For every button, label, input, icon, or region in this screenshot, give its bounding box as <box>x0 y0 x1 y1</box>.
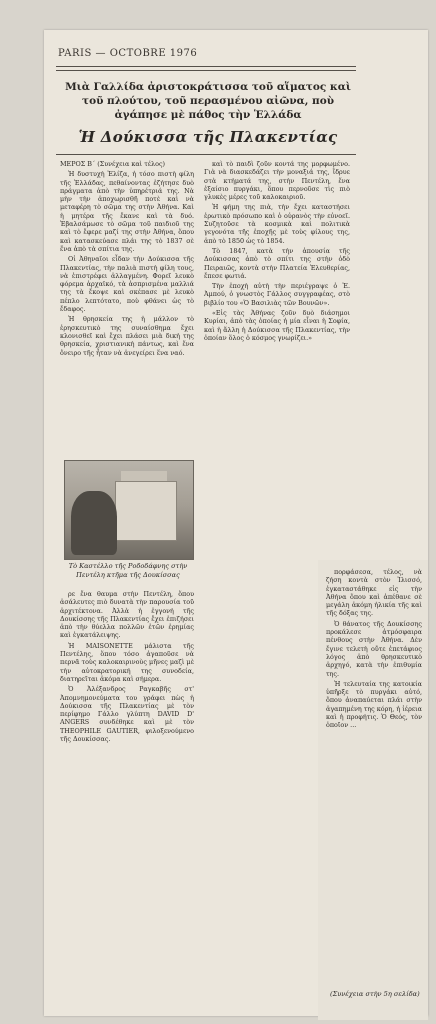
paragraph: πορφάσεσα, τέλος, νὰ ζήση κοντὰ στὸν Ἰλισσό, ἐγκαταστάθηκε εἰς τὴν Ἀθήνα ὅπου καὶ ἀπέθανε σὲ μεγάλη ἀκόμη ἡλικία τῆς καὶ τῆς δόξας της. <box>326 568 422 618</box>
paragraph: ρε ἕνα θαυμα στὴν Πεντέλη, ὅπου ἀσάλευτες πιὸ δυνατὰ τὴν παρουσία τοῦ ἀρχιτέκτονα. Ἀλλὰ ἡ ἐγγονή τῆς Δουκίσσης τῆς Πλακεντίας ἔχει ἐπιζήσει ἀπὸ τὴν θύελλα πολλῶν ἐτῶν ἐρημίας καὶ ἐγκατάλειψης. <box>60 590 194 640</box>
paragraph: Ἡ MAISONETTE μάλιστα τῆς Πεντέλης, ὅπου τόσο ἀγαποῦσε νὰ περνᾶ τοὺς καλοκαιρινοὺς μῆνες μαζὶ μὲ τὴν αὐτοκρατορική της συνοδεία, διατηρεῖται ἀκόμα καὶ σήμερα. <box>60 641 194 683</box>
photo-building <box>115 481 177 541</box>
paragraph: Ὁ Ἀλέξανδρος Ραγκαβῆς στ' Ἀπομνημονεύματα του γράφει πὼς ἡ Δούκισσα τῆς Πλακεντίας μὲ τὸν περίφημο Γάλλο γλύπτη DAVID D' ANGERS συνδέθηκε καὶ μὲ τὸν THEOPHILE GAUTIER, φιλοξενούμενο τῆς Δουκίσσας. <box>60 685 194 744</box>
paragraph: Οἱ Ἀθηναῖοι εἶδαν τὴν Δούκισσα τῆς Πλακεντίας, τὴν παλιὰ πιστὴ φίλη τους, νὰ ἐπιστρέφει ἀλλαγμένη. Φορεῖ λευκὸ φόρεμα ἀρχαϊκό, τὰ ἀσπρισμένα μαλλιά της τὰ ἔκοψε καὶ σκέπασε μὲ λευκὸ πέπλο λεπτότατο, ποὺ φθάνει ὡς τὸ ἔδαφος. <box>60 255 194 314</box>
paragraph: «Εἰς τὰς Ἀθήνας ζοῦν δυὸ διάσημοι Κυρίαι, ἀπὸ τὰς ὁποίας ἡ μία εἶναι ἡ Σοφία, καὶ ἡ ἄλλη ἡ Δούκισσα τῆς Πλακεντίας, τὴν ὁποίαν ὅλος ὁ κόσμος γνωρίζει.» <box>204 309 350 342</box>
paragraph: Ἡ δυστυχὴ Ἐλίζα, ἡ τόσο πιστὴ φίλη τῆς Ἑλλάδας, πεθαίνοντας ἐζήτησε δυὸ πράγματα ἀπὸ τὴν ὑπηρέτριά της. Νὰ μὴν τὴν ἀποχωρισθῆ ποτὲ καὶ νὰ μεταφέρη τὸ σῶμα της στὴν Ἀθήνα. Καὶ ἡ μητέρα τῆς ἔκανε καὶ τὰ δυό. Ἐβαλσάμωσε τὸ σῶμα τοῦ παιδιοῦ της καὶ τὸ ἔφερε μαζί της στὴν Ἀθήνα, ὅπου καὶ κατασκεύασε πλάι της τὸ 1837 σὲ ἕνα ἀπὸ τὰ σπίτια της. <box>60 170 194 253</box>
paragraph: Τὸ 1847, κατὰ τὴν ἀπουσία τῆς Δούκισσας ἀπὸ τὸ σπίτι της στὴν ὁδὸ Πειραιῶς, κοντὰ στὴν Πλατεία Ἐλευθερίας, ἔπεσε φωτιά. <box>204 246 350 280</box>
column-1 <box>60 160 194 359</box>
paragraph: Ὁ θάνατος τῆς Δουκίσσης προκάλεσε ἀτμόσφαιρα πένθους στὴν Ἀθήνα. Δὲν ἔγινε τελετὴ οὔτε ἐπετάφιος λόγος ἀπὸ θρησκευτικὸ ἀρχηγό, κατὰ τὴν ἐπιθυμία της. <box>326 619 422 678</box>
kicker-title: Μιὰ Γαλλίδα ἀριστοκράτισσα τοῦ αἵματος καὶ τοῦ πλούτου, τοῦ περασμένου αἰῶνα, ποὺ ἀγάπησε μὲ πάθος τὴν Ἑλλάδα <box>65 81 351 121</box>
headline-rule <box>56 154 356 155</box>
castle-photo <box>64 460 194 560</box>
paragraph: καὶ τὸ παιδὶ ζοῦν κοντά της μορφωμένο. Γιὰ νὰ διασκεδάζει τὴν μοναξιά της, ἵδρυε στὰ κτήματά της, στὴν Πεντέλη, ἕνα ἐξαίσιο πυργάκι, ὅπου περνοῦσε τὶς πιὸ γλυκὲς μέρες τοῦ καλοκαιριοῦ. <box>204 160 350 202</box>
top-rule <box>56 66 356 67</box>
photo-caption: Τὸ Καστέλλο τῆς Ροδοδάφνης στὴν Πεντέλη κτῆμα τῆς Δουκίσσας <box>68 562 188 579</box>
paragraph: Ἡ τελευταία της κατοικία ὑπῆρξε τὸ πυργάκι αὐτό, ὅπου ἀναπαύεται πλάι στὴν ἀγαπημένη της κόρη, ἡ ἱέρεια καὶ ἡ προφήτις. Ὁ Θεός, τὸν ὁποῖον ... <box>326 679 422 730</box>
byline: ΜΕΡΟΣ Β´ (Συνέχεια καὶ τέλος) <box>60 160 166 168</box>
continued-note: (Συνέχεια στὴν 5η σελίδα) <box>330 990 420 998</box>
masthead: PARIS — OCTOBRE 1976 <box>58 48 198 59</box>
paragraph: Ἡ θρησκεία της ἡ μάλλον τὸ ἐρησκευτικὸ της συναίσθημα ἔχει κλονισθεῖ καὶ ἔχει πλάσει μιὰ δική της θρησκεία, χριστιανικὴ πάντως, καὶ ἕνα ὄνειρο τῆς ἦταν νὰ ἀνεγείρει ἕνα ναό. <box>60 315 194 357</box>
photo-tree <box>71 491 117 555</box>
torn-section <box>318 560 428 1020</box>
column-2 <box>204 160 350 344</box>
top-rule-thin <box>56 70 356 71</box>
headline: Ἡ Δούκισσα τῆς Πλακεντίας <box>78 128 338 146</box>
column-1-lower <box>60 590 194 745</box>
paragraph: Τὴν ἐποχὴ αὐτὴ τὴν περιέγραψε ὁ Ἐ. Ἀμπού, ὁ γνωστὸς Γάλλος συγγραφέας, στὸ βιβλίο του «Ὁ Βασιλιὰς τῶν Βουνῶν». <box>204 282 350 307</box>
column-3 <box>326 568 422 732</box>
paragraph: Ἡ φήμη της πιὰ, τὴν ἔχει καταστήσει ἐρωτικὸ πρόσωπο καὶ ὁ οὐρανὸς τὴν εὐνοεῖ. Συζητοῦσε τὰ κοσμικὰ καὶ πολιτικὰ γεγονότα τῆς ἐποχῆς μὲ τοὺς φίλους της, ἀπὸ τὸ 1850 ὡς τὸ 1854. <box>204 203 350 245</box>
